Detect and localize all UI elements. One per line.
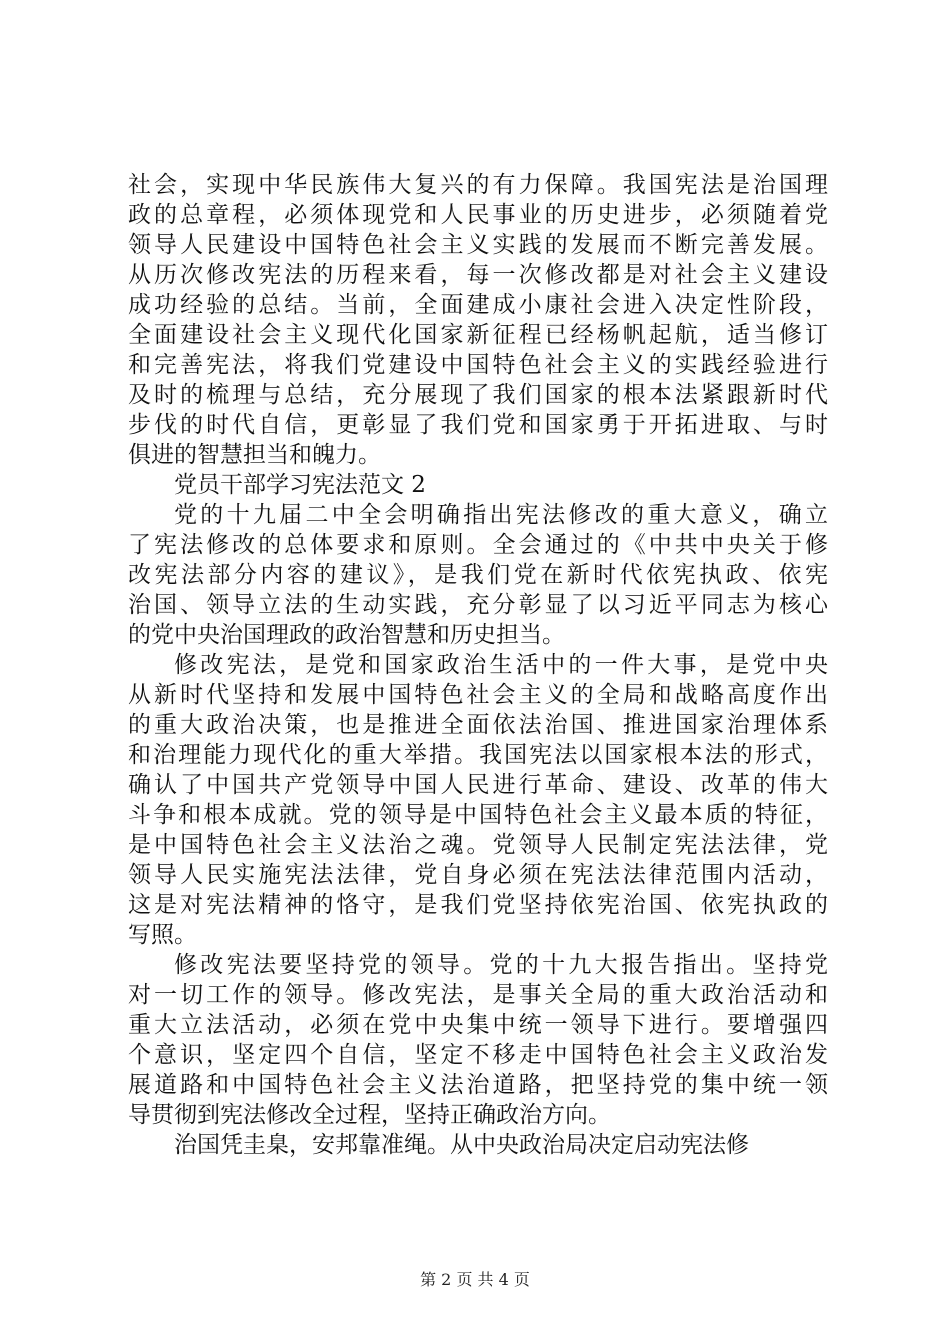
- text-line: 了宪法修改的总体要求和原则。全会通过的《中共中央关于修: [128, 532, 828, 558]
- text-line: 治国凭圭臬，安邦靠准绳。从中央政治局决定启动宪法修: [174, 1132, 749, 1158]
- text-line: 成功经验的总结。当前，全面建成小康社会进入决定性阶段，: [128, 292, 828, 318]
- text-line: 和完善宪法，将我们党建设中国特色社会主义的实践经验进行: [128, 352, 828, 378]
- text-line: 从历次修改宪法的历程来看，每一次修改都是对社会主义建设: [128, 262, 828, 288]
- text-line: 的重大政治决策，也是推进全面依法治国、推进国家治理体系: [128, 712, 828, 738]
- text-line: 这是对宪法精神的恪守，是我们党坚持依宪治国、依宪执政的: [128, 892, 828, 918]
- text-line: 社会，实现中华民族伟大复兴的有力保障。我国宪法是治国理: [128, 172, 828, 198]
- text-line: 修改宪法要坚持党的领导。党的十九大报告指出。坚持党: [174, 952, 828, 978]
- text-line: 从新时代坚持和发展中国特色社会主义的全局和战略高度作出: [128, 682, 828, 708]
- text-line: 政的总章程，必须体现党和人民事业的历史进步，必须随着党: [128, 202, 828, 228]
- text-line: 重大立法活动，必须在党中央集中统一领导下进行。要增强四: [128, 1012, 828, 1038]
- text-line: 步伐的时代自信，更彰显了我们党和国家勇于开拓进取、与时: [128, 412, 828, 438]
- text-line: 全面建设社会主义现代化国家新征程已经杨帆起航，适当修订: [128, 322, 828, 348]
- text-line: 的党中央治国理政的政治智慧和历史担当。: [128, 622, 565, 648]
- paragraph: [128, 470, 828, 500]
- paragraph: [128, 950, 828, 1130]
- text-line: 展道路和中国特色社会主义法治道路，把坚持党的集中统一领: [128, 1072, 828, 1098]
- document-body: [128, 170, 828, 1160]
- text-line: 党员干部学习宪法范文 2: [174, 472, 426, 498]
- paragraph: [128, 1130, 828, 1160]
- text-line: 及时的梳理与总结，充分展现了我们国家的根本法紧跟新时代: [128, 382, 828, 408]
- text-line: 个意识，坚定四个自信，坚定不移走中国特色社会主义政治发: [128, 1042, 828, 1068]
- text-line: 俱进的智慧担当和魄力。: [128, 442, 381, 468]
- text-line: 写照。: [128, 922, 197, 948]
- paragraph: [128, 650, 828, 950]
- text-line: 斗争和根本成就。党的领导是中国特色社会主义最本质的特征，: [128, 802, 828, 828]
- text-line: 治国、领导立法的生动实践，充分彰显了以习近平同志为核心: [128, 592, 828, 618]
- text-line: 领导人民建设中国特色社会主义实践的发展而不断完善发展。: [128, 232, 828, 258]
- text-line: 和治理能力现代化的重大举措。我国宪法以国家根本法的形式，: [128, 742, 828, 768]
- paragraph: [128, 170, 828, 470]
- text-line: 党的十九届二中全会明确指出宪法修改的重大意义，确立: [174, 502, 828, 528]
- text-line: 领导人民实施宪法法律，党自身必须在宪法法律范围内活动，: [128, 862, 828, 888]
- text-line: 修改宪法，是党和国家政治生活中的一件大事，是党中央: [174, 652, 828, 678]
- text-line: 改宪法部分内容的建议》，是我们党在新时代依宪执政、依宪: [128, 562, 828, 588]
- text-line: 是中国特色社会主义法治之魂。党领导人民制定宪法法律，党: [128, 832, 828, 858]
- text-line: 对一切工作的领导。修改宪法，是事关全局的重大政治活动和: [128, 982, 828, 1008]
- text-line: 导贯彻到宪法修改全过程，坚持正确政治方向。: [128, 1102, 611, 1128]
- page-footer: 第 2 页 共 4 页: [420, 1270, 530, 1289]
- text-line: 确认了中国共产党领导中国人民进行革命、建设、改革的伟大: [128, 772, 828, 798]
- paragraph: [128, 500, 828, 650]
